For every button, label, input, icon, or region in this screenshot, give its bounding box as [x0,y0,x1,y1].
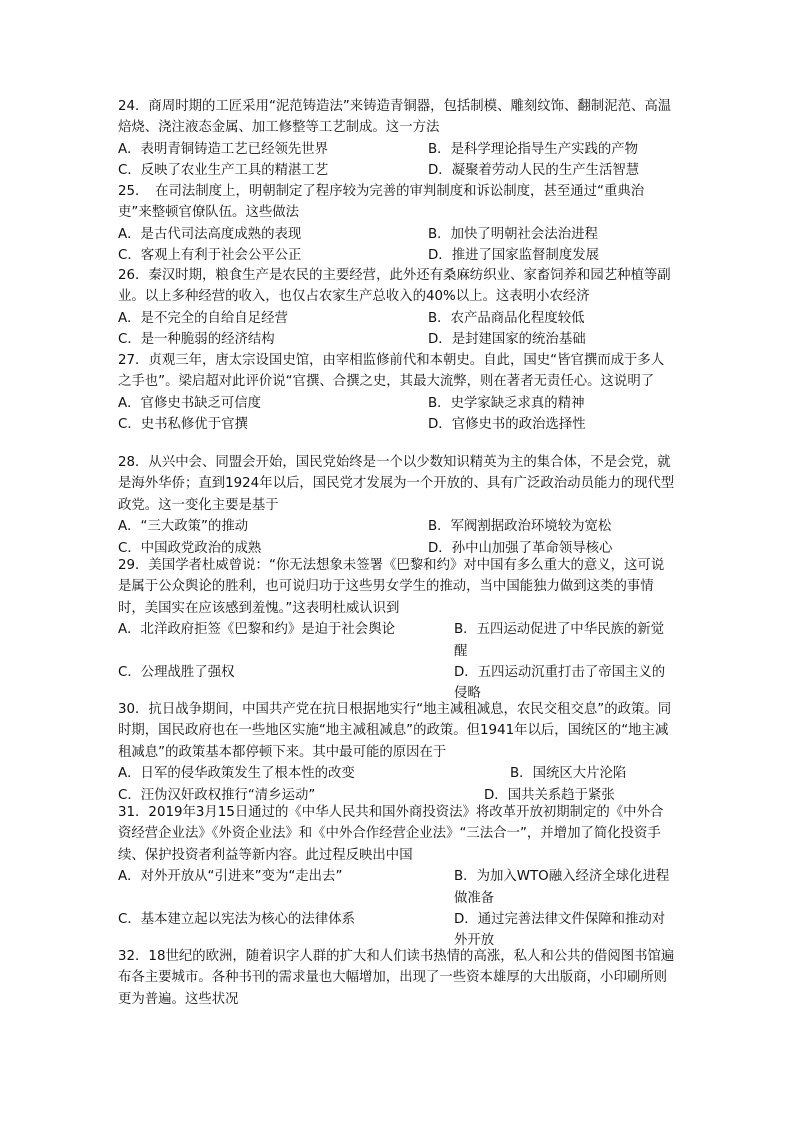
option-c: C．是一种脆弱的经济结构 [118,332,275,348]
question-31 [118,802,676,952]
option-b: B．五四运动促进了中华民族的新觉醒 [454,622,665,659]
option-pair [118,866,676,909]
option-d: D．凝聚着劳动人民的生产生活智慧 [428,163,640,179]
option-c: C．反映了农业生产工具的精湛工艺 [118,163,329,179]
question-stem: 28．从兴中会、同盟会开始，国民党始终是一个以少数知识精英为主的集合体，不是会党，就是海外华侨；直到1924年以后，国民党才发展为一个开放的、具有广泛政治动员能力的现代型政党。这一变化主要是基于 [118,455,675,513]
option-d: D．推进了国家监督制度发展 [428,248,599,264]
option-b: B．军阀割据政治环境较为宽松 [428,519,612,535]
question-32 [118,946,676,1010]
option-a: A．北洋政府拒签《巴黎和约》是迫于社会舆论 [118,622,395,638]
option-c: C．汪伪汉奸政权推行“清乡运动” [118,787,316,803]
option-row [118,224,676,245]
question-27 [118,350,676,436]
option-b: B．农产品商品化程度较低 [428,310,585,326]
option-c: C．中国政党政治的成熟 [118,540,262,556]
option-row [118,516,676,537]
option-row [118,763,676,784]
option-a: A．官修史书缺乏可信度 [118,395,262,411]
option-d: D．通过完善法律文件保障和推动对外开放 [454,912,666,949]
question-28 [118,452,676,559]
option-row [118,866,676,909]
option-row [118,139,676,160]
option-b: B．加快了明朝社会法治进程 [428,226,598,242]
option-a: A．表明青铜铸造工艺已经领先世界 [118,141,329,157]
option-row [118,160,676,181]
question-stem: 29．美国学者杜威曾说：“你无法想象未签署《巴黎和约》对中国有多么重大的意义，这可说是属于公众舆论的胜利，也可说归功于这些男女学生的推动，当中国能独力做到这类的事情时，美国实在应该感到羞愧。”这表明杜威认识到 [118,558,665,616]
option-c: C．客观上有利于社会公平公正 [118,248,302,264]
question-25 [118,181,676,267]
option-d: D．国共关系趋于紧张 [484,787,615,803]
option-b: B．是科学理论指导生产实践的产物 [428,141,639,157]
option-a: A．日军的侵华政策发生了根本性的改变 [118,766,355,782]
option-row [118,619,676,662]
option-a: A．是不完全的自给自足经营 [118,310,288,326]
option-row [118,245,676,266]
option-b: B．为加入WTO融入经济全球化进程做准备 [454,869,670,906]
option-a: A．对外开放从“引进来”变为“走出去” [118,869,343,885]
option-d: D．孙中山加强了革命领导核心 [428,540,613,556]
question-stem: 30．抗日战争期间，中国共产党在抗日根据地实行“地主减租减息，农民交租交息”的政策。同时期，国民政府也在一些地区实施“地主减租减息”的政策。但1941年以后，国统区的“地主减租减息”的政策基本都停顿下来。其中最可能的原因在于 [118,702,672,760]
option-row [118,393,676,414]
question-30 [118,699,676,806]
option-d: D．五四运动沉重打击了帝国主义的侵略 [454,665,666,702]
option-a: A．“三大政策”的推动 [118,519,249,535]
option-c: C．公理战胜了强权 [118,665,235,681]
option-b: B．国统区大片沦陷 [510,766,627,782]
option-row [118,414,676,435]
option-d: D．官修史书的政治选择性 [428,417,586,433]
option-row [118,329,676,350]
question-stem: 26．秦汉时期，粮食生产是农民的主要经营，此外还有桑麻纺织业、家畜饲养和园艺种植等副业。以上多种经营的收入，也仅占农家生产总收入的40%以上。这表明小农经济 [118,268,671,305]
question-stem: 32．18世纪的欧洲，随着识字人群的扩大和人们读书热情的高涨，私人和公共的借阅图书馆遍布各主要城市。各种书刊的需求量也大幅增加，出现了一些资本雄厚的大出版商，小印刷所则更为普遍。这些状况 [118,949,675,1007]
option-c: C．基本建立起以宪法为核心的法律体系 [118,912,355,928]
option-a: A．是古代司法高度成熟的表现 [118,226,302,242]
question-stem: 25． 在司法制度上，明朝制定了程序较为完善的审判制度和诉讼制度，甚至通过“重典治吏”来整顿官僚队伍。这些做法 [118,184,645,221]
option-c: C．史书私修优于官撰 [118,417,248,433]
option-row [118,308,676,329]
option-d: D．是封建国家的统治基础 [428,332,586,348]
question-stem: 24．商周时期的工匠采用“泥范铸造法”来铸造青铜器，包括制模、雕刻纹饰、翻制泥范、高温焙烧、浇注液态金属、加工修整等工艺制成。这一方法 [118,99,672,136]
question-29 [118,555,676,705]
question-26 [118,265,676,351]
option-b: B．史学家缺乏求真的精神 [428,395,585,411]
question-stem: 31．2019年3月15日通过的《中华人民共和国外商投资法》将改革开放初期制定的《中外合资经营企业法》《外资企业法》和《中外合作经营企业法》“三法合一”，并增加了简化投资手续、保护投资者利益等新内容。此过程反映出中国 [118,805,664,863]
question-24 [118,96,676,182]
question-stem: 27．贞观三年，唐太宗设国史馆，由宰相监修前代和本朝史。自此，国史“皆官撰而成于多人之手也”。梁启超对此评价说“官撰、合撰之史，其最大流弊，则在著者无责任心。这说明了 [118,353,665,390]
option-pair [118,619,676,662]
